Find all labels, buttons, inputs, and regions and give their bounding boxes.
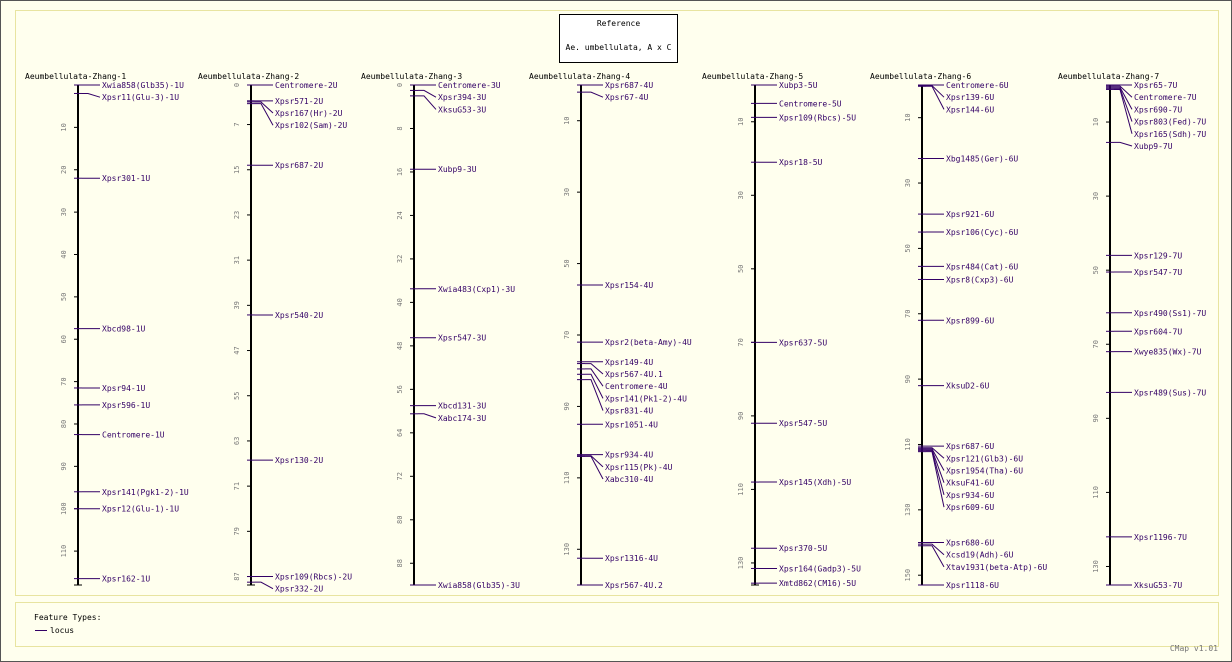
chromosome-title: Aeumbellulata-Zhang-4 bbox=[529, 72, 631, 81]
chromosome-title: Aeumbellulata-Zhang-1 bbox=[25, 72, 127, 81]
axis-tick-label: 30 bbox=[904, 178, 912, 188]
locus-label: Xpsr934-4U bbox=[605, 450, 654, 460]
locus-label: Xpsr139-6U bbox=[946, 93, 995, 103]
locus-label: Xpsr121(Glb3)-6U bbox=[946, 454, 1024, 464]
axis-tick-label: 50 bbox=[737, 264, 745, 274]
locus-label: Xwia483(Cxp1)-3U bbox=[438, 284, 516, 294]
locus-label: Xcsd19(Adh)-6U bbox=[946, 550, 1014, 560]
axis-tick-label: 40 bbox=[60, 250, 68, 259]
axis-tick-label: 40 bbox=[396, 298, 404, 307]
locus-label: Xpsr571-2U bbox=[275, 96, 324, 106]
locus-label: Xpsr167(Hr)-2U bbox=[275, 109, 343, 119]
legend-title: Feature Types: bbox=[34, 613, 102, 622]
locus-connector bbox=[1114, 142, 1132, 146]
axis-tick-label: 72 bbox=[396, 472, 404, 481]
chromosome-title: Aeumbellulata-Zhang-3 bbox=[361, 72, 463, 81]
locus-label: XksuF41-6U bbox=[946, 478, 995, 488]
locus-label: Xpsr1196-7U bbox=[1134, 532, 1187, 542]
axis-tick-label: 88 bbox=[396, 559, 404, 568]
chromosome-title: Aeumbellulata-Zhang-5 bbox=[702, 72, 804, 81]
locus-label: Xpsr567-4U.2 bbox=[605, 581, 663, 590]
locus-label: Xwia858(Glb35)-3U bbox=[438, 581, 520, 590]
locus-label: Xpsr394-3U bbox=[438, 93, 487, 103]
locus-connector bbox=[1114, 87, 1132, 109]
locus-label: Xpsr1954(Tha)-6U bbox=[946, 466, 1024, 476]
locus-label: Xpsr165(Sdh)-7U bbox=[1134, 129, 1207, 139]
axis-tick-label: 10 bbox=[60, 123, 68, 132]
locus-label: Xpsr484(Cat)-6U bbox=[946, 262, 1019, 272]
axis-tick-label: 47 bbox=[233, 346, 241, 355]
locus-label: Xbcd131-3U bbox=[438, 401, 487, 411]
axis-tick-label: 60 bbox=[60, 335, 68, 344]
locus-label: Centromere-6U bbox=[946, 81, 1009, 90]
locus-connector bbox=[585, 456, 603, 479]
locus-label: Xpsr921-6U bbox=[946, 210, 995, 220]
axis-tick-label: 10 bbox=[1092, 117, 1100, 127]
locus-label: Xpsr1118-6U bbox=[946, 581, 999, 590]
axis-tick-label: 90 bbox=[904, 374, 912, 384]
axis-tick-label: 90 bbox=[737, 411, 745, 421]
axis-tick-label: 150 bbox=[904, 568, 912, 582]
legend-panel bbox=[15, 602, 1219, 647]
locus-label: Xpsr109(Rbcs)-5U bbox=[779, 113, 857, 123]
axis-tick-label: 30 bbox=[737, 191, 745, 200]
chromosome-title: Aeumbellulata-Zhang-2 bbox=[198, 72, 300, 81]
locus-label: Xpsr164(Gadp3)-5U bbox=[779, 564, 861, 574]
locus-connector bbox=[418, 96, 436, 110]
locus-label: Xpsr18-5U bbox=[779, 158, 823, 168]
locus-label: Xubp3-5U bbox=[779, 81, 818, 90]
axis-tick-label: 56 bbox=[396, 385, 404, 394]
locus-label: Xpsr547-3U bbox=[438, 333, 487, 343]
axis-tick-label: 10 bbox=[904, 113, 912, 122]
axis-tick-label: 70 bbox=[563, 330, 571, 340]
locus-label: Xpsr687-2U bbox=[275, 161, 324, 171]
axis-tick-label: 8 bbox=[396, 126, 404, 131]
legend-locus-swatch bbox=[35, 630, 47, 631]
axis-tick-label: 50 bbox=[904, 244, 912, 253]
locus-label: Xtav1931(beta-Atp)-6U bbox=[946, 562, 1048, 572]
locus-label: XksuG53-3U bbox=[438, 105, 487, 115]
locus-label: Xpsr490(Ss1)-7U bbox=[1134, 308, 1207, 318]
locus-label: Xpsr145(Xdh)-5U bbox=[779, 478, 852, 488]
axis-tick-label: 100 bbox=[60, 502, 68, 516]
axis-tick-label: 110 bbox=[60, 544, 68, 558]
locus-connector bbox=[255, 582, 273, 589]
axis-tick-label: 130 bbox=[904, 503, 912, 517]
locus-label: Xpsr109(Rbcs)-2U bbox=[275, 572, 353, 582]
locus-label: Xpsr12(Glu-1)-1U bbox=[102, 504, 180, 514]
axis-tick-label: 110 bbox=[563, 471, 571, 485]
axis-tick-label: 7 bbox=[233, 122, 241, 127]
axis-tick-label: 31 bbox=[233, 255, 241, 265]
locus-label: Xpsr803(Fed)-7U bbox=[1134, 117, 1207, 127]
locus-label: Xpsr129-7U bbox=[1134, 251, 1183, 261]
locus-label: Centromere-3U bbox=[438, 81, 501, 90]
locus-label: Xwia858(Glb35)-1U bbox=[102, 81, 184, 90]
axis-tick-label: 130 bbox=[1092, 560, 1100, 573]
locus-label: Xpsr596-1U bbox=[102, 400, 151, 410]
axis-tick-label: 71 bbox=[233, 481, 241, 491]
legend-locus-label: locus bbox=[50, 626, 75, 635]
reference-subtitle: Ae. umbellulata, A x C bbox=[565, 43, 672, 52]
locus-label: Xpsr11(Glu-3)-1U bbox=[102, 93, 180, 103]
locus-label: Xubp9-3U bbox=[438, 165, 477, 175]
axis-tick-label: 110 bbox=[904, 438, 912, 451]
locus-label: Xpsr332-2U bbox=[275, 584, 324, 594]
axis-tick-label: 110 bbox=[1092, 486, 1100, 499]
axis-tick-label: 50 bbox=[60, 292, 68, 302]
axis-tick-label: 10 bbox=[563, 116, 571, 125]
locus-label: Xpsr899-6U bbox=[946, 316, 995, 326]
axis-tick-label: 23 bbox=[233, 210, 241, 220]
locus-label: Centromere-7U bbox=[1134, 93, 1197, 103]
locus-label: Xpsr370-5U bbox=[779, 544, 828, 554]
locus-label: Xpsr162-1U bbox=[102, 574, 151, 584]
locus-label: Xpsr1051-4U bbox=[605, 420, 658, 430]
axis-tick-label: 90 bbox=[60, 462, 68, 471]
axis-tick-label: 20 bbox=[60, 165, 68, 174]
locus-label: Xpsr144-6U bbox=[946, 105, 995, 115]
axis-tick-label: 24 bbox=[396, 211, 404, 220]
axis-tick-label: 80 bbox=[60, 419, 68, 429]
locus-label: Xpsr2(beta-Amy)-4U bbox=[605, 338, 692, 348]
locus-label: Xpsr130-2U bbox=[275, 456, 324, 466]
axis-tick-label: 0 bbox=[233, 82, 241, 88]
locus-label: Xpsr141(Pgk1-2)-1U bbox=[102, 487, 189, 497]
axis-tick-label: 30 bbox=[563, 187, 571, 197]
axis-tick-label: 90 bbox=[563, 402, 571, 411]
locus-label: Xpsr609-6U bbox=[946, 503, 995, 513]
axis-tick-label: 15 bbox=[233, 165, 241, 174]
axis-tick-label: 130 bbox=[737, 556, 745, 570]
locus-label: Xpsr687-6U bbox=[946, 442, 995, 452]
locus-label: Xpsr687-4U bbox=[605, 81, 654, 90]
locus-label: Xpsr680-6U bbox=[946, 538, 995, 548]
axis-tick-label: 70 bbox=[904, 309, 912, 318]
axis-tick-label: 0 bbox=[396, 82, 404, 88]
reference-title: Reference bbox=[596, 19, 641, 28]
axis-tick-label: 32 bbox=[396, 254, 404, 264]
axis-tick-label: 10 bbox=[737, 117, 745, 126]
locus-label: Xpsr115(Pk)-4U bbox=[605, 462, 673, 472]
version-label: CMap v1.01 bbox=[1169, 644, 1218, 653]
locus-label: Xpsr149-4U bbox=[605, 357, 654, 367]
axis-tick-label: 79 bbox=[233, 527, 241, 536]
locus-label: Centromere-4U bbox=[605, 382, 668, 392]
locus-connector bbox=[255, 104, 273, 126]
locus-label: XksuG53-7U bbox=[1134, 581, 1183, 590]
axis-tick-label: 30 bbox=[1092, 191, 1100, 201]
locus-label: Xpsr8(Cxp3)-6U bbox=[946, 275, 1014, 285]
locus-connector bbox=[585, 92, 603, 97]
chromosome-title: Aeumbellulata-Zhang-7 bbox=[1058, 72, 1160, 81]
locus-label: Xabc174-3U bbox=[438, 413, 487, 423]
axis-tick-label: 48 bbox=[396, 341, 404, 351]
locus-label: Xpsr547-5U bbox=[779, 419, 828, 429]
axis-tick-label: 30 bbox=[60, 207, 68, 217]
locus-label: Xpsr637-5U bbox=[779, 338, 828, 348]
locus-label: XksuD2-6U bbox=[946, 381, 990, 391]
locus-label: Xpsr489(Sus)-7U bbox=[1134, 388, 1207, 398]
locus-label: Xbg1485(Ger)-6U bbox=[946, 154, 1019, 164]
locus-label: Xpsr831-4U bbox=[605, 406, 654, 416]
axis-tick-label: 63 bbox=[233, 436, 241, 446]
locus-label: Xwye835(Wx)-7U bbox=[1134, 347, 1202, 357]
locus-label: Xpsr604-7U bbox=[1134, 327, 1183, 337]
locus-connector bbox=[418, 414, 436, 418]
locus-connector bbox=[585, 380, 603, 411]
locus-connector bbox=[82, 93, 100, 97]
axis-tick-label: 70 bbox=[1092, 340, 1100, 349]
axis-tick-label: 80 bbox=[396, 515, 404, 525]
locus-label: Xbcd98-1U bbox=[102, 324, 146, 334]
locus-label: Xpsr94-1U bbox=[102, 383, 146, 393]
locus-label: Xpsr690-7U bbox=[1134, 105, 1183, 115]
locus-label: Xpsr67-4U bbox=[605, 93, 649, 103]
locus-label: Xabc310-4U bbox=[605, 475, 654, 485]
locus-label: Centromere-1U bbox=[102, 430, 165, 440]
axis-tick-label: 50 bbox=[1092, 265, 1100, 275]
locus-label: Xpsr141(Pk1-2)-4U bbox=[605, 394, 687, 404]
locus-label: Xpsr934-6U bbox=[946, 490, 995, 500]
axis-tick-label: 50 bbox=[563, 259, 571, 268]
axis-tick-label: 16 bbox=[396, 167, 404, 177]
locus-label: Xubp9-7U bbox=[1134, 142, 1173, 151]
locus-label: Xpsr567-4U.1 bbox=[605, 369, 663, 379]
locus-label: Xmtd862(CM16)-5U bbox=[779, 579, 857, 589]
locus-connector bbox=[926, 546, 944, 567]
axis-tick-label: 90 bbox=[1092, 414, 1100, 423]
locus-label: Xpsr540-2U bbox=[275, 310, 324, 320]
axis-tick-label: 64 bbox=[396, 428, 404, 438]
locus-label: Xpsr154-4U bbox=[605, 281, 654, 290]
axis-tick-label: 55 bbox=[233, 391, 241, 400]
locus-label: Xpsr102(Sam)-2U bbox=[275, 121, 348, 131]
chromosome-title: Aeumbellulata-Zhang-6 bbox=[870, 72, 972, 81]
locus-label: Xpsr547-7U bbox=[1134, 268, 1183, 278]
axis-tick-label: 130 bbox=[563, 542, 571, 556]
axis-tick-label: 110 bbox=[737, 483, 745, 496]
locus-label: Centromere-5U bbox=[779, 99, 842, 109]
axis-tick-label: 70 bbox=[737, 338, 745, 347]
locus-label: Centromere-2U bbox=[275, 81, 338, 90]
axis-tick-label: 70 bbox=[60, 377, 68, 386]
locus-label: Xpsr301-1U bbox=[102, 174, 151, 184]
locus-connector bbox=[926, 86, 944, 109]
axis-tick-label: 39 bbox=[233, 301, 241, 310]
locus-label: Xpsr106(Cyc)-6U bbox=[946, 228, 1019, 238]
locus-label: Xpsr65-7U bbox=[1134, 81, 1178, 90]
axis-tick-label: 87 bbox=[233, 572, 241, 581]
locus-label: Xpsr1316-4U bbox=[605, 554, 658, 564]
